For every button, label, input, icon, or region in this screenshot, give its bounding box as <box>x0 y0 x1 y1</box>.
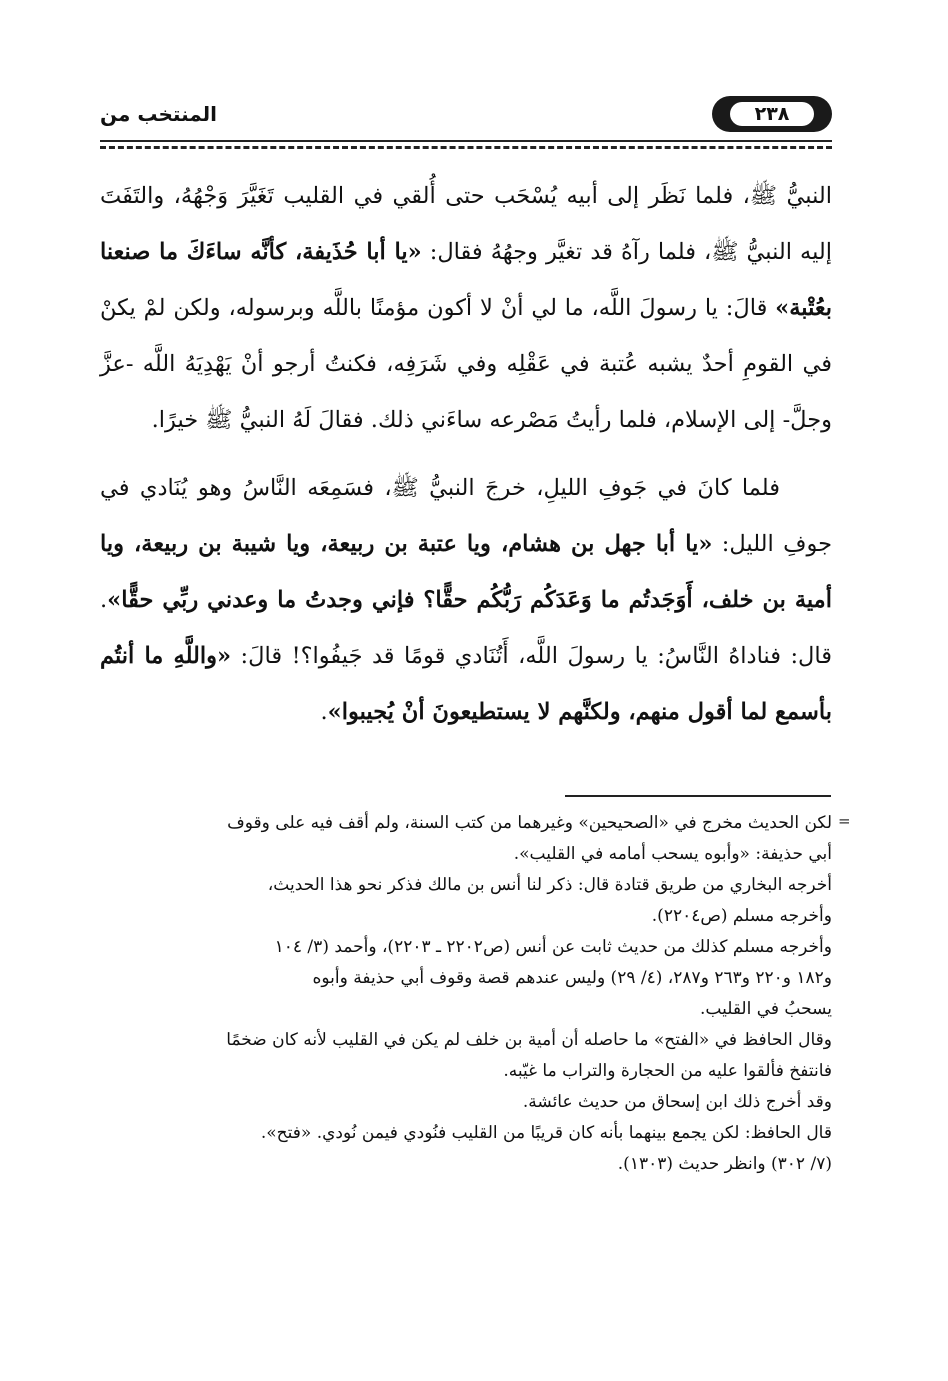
paragraph-1 <box>100 168 832 448</box>
hadith-quote: «يا أبا حُذَيفة، كأنَّه ساءَكَ ما صنعنا بعُتْبة» <box>100 239 832 321</box>
hadith-quote: «يا أبا جهل بن هشام، ويا عتبة بن ربيعة، ويا شيبة بن ربيعة، ويا أمية بن خلف، أَوَجَدتُم ما وَعَدَكُم رَبُّكُم حقًّا؟ فإني وجدتُ ما وعدني ربِّي حقًّا» <box>100 531 832 613</box>
header-dashed-rule <box>100 146 832 149</box>
footnote-rule <box>565 795 831 797</box>
text-segment: قالَ: يا رسولَ اللَّه، ما لي أنْ لا أكون مؤمنًا باللَّه وبرسوله، ولكن لمْ يكنْ في القومِ أحدٌ يشبه عُتبة في عَقْلِه وفي شَرَفِه، فكنتُ أرجو أنْ يَهْدِيَهُ اللَّه -عزَّ وجلَّ- إلى الإسلام، فلما رأيتُ مَصْرعه ساءَني ذلك. فقالَ لَهُ النبيُّ ﷺ خيرًا. <box>100 295 832 433</box>
footnote-line: قال الحافظ: لكن يجمع بينهما بأنه كان قريبًا من القليب فنُودي فيمن نُودي. «فتح». <box>260 1123 832 1143</box>
page-number-badge <box>712 96 832 132</box>
header-rule <box>100 140 832 142</box>
footnote-line: وأخرجه مسلم كذلك من حديث ثابت عن أنس (ص٢٢٠٢ ـ ٢٢٠٣)، وأحمد (٣/ ١٠٤ <box>274 937 832 957</box>
footnote-line: أبي حذيفة: «وأبوه يسحب أمامه في القليب». <box>513 844 832 864</box>
footnote-line: فانتفخ فألقوا عليه من الحجارة والتراب ما غيّبه. <box>503 1061 832 1081</box>
text-segment: فلما كانَ في جَوفِ الليلِ، خرجَ النبيُّ ﷺ، فسَمِعَه النَّاسُ وهو يُنَادي في جوفِ الليل: <box>100 475 832 557</box>
running-title: المنتخب من <box>100 102 218 126</box>
footnote-line: وأخرجه مسلم (ص٢٢٠٤). <box>651 906 832 926</box>
footnote-line: وقد أخرج ذلك ابن إسحاق من حديث عائشة. <box>522 1092 832 1112</box>
footnote-line: لكن الحديث مخرج في «الصحيحين» وغيرهما من كتب السنة، ولم أقف فيه على وقوف <box>227 813 832 833</box>
text-segment: . <box>320 699 328 725</box>
page-number: ٢٣٨ <box>730 102 814 126</box>
text-segment: النبيُّ ﷺ، فلما نَظَر إلى أبيه يُسْحَب حتى أُلقي في القليب تَغَيَّرَ وَجْهُهُ، والتَفَتَ إليه النبيُّ ﷺ، فلما رآهُ قد تغيَّر وجهُهُ فقال: <box>100 183 833 265</box>
footnote-line: يسحبُ في القليب. <box>699 999 832 1019</box>
page-header <box>100 96 832 148</box>
hadith-quote: «واللَّهِ ما أنتُم بأسمع لما أقول منهم، ولكنَّهم لا يستطيعونَ أنْ يُجيبوا» <box>100 643 832 725</box>
footnote-line: و١٨٢ و٢٢٠ و٢٦٣ و٢٨٧، (٤/ ٢٩) وليس عندهم قصة وقوف أبي حذيفة وأبوه <box>312 968 832 988</box>
footnote-line: أخرجه البخاري من طريق قتادة قال: ذكر لنا أنس بن مالك فذكر نحو هذا الحديث، <box>267 875 832 895</box>
footnote-line: (٧/ ٣٠٢) وانظر حديث (١٣٠٣). <box>617 1154 832 1174</box>
paragraph-2 <box>100 460 832 740</box>
text-segment: . قال: فناداهُ النَّاسُ: يا رسولَ اللَّه، أَتُنَادي قومًا قد جَيفُوا؟! قالَ: <box>100 587 832 669</box>
footnote-continuation-marker: = <box>838 812 851 830</box>
main-text <box>100 168 832 740</box>
footnote-line: وقال الحافظ في «الفتح» ما حاصله أن أمية بن خلف لم يكن في القليب لأنه كان ضخمًا <box>226 1030 832 1050</box>
footnotes <box>100 808 832 1180</box>
